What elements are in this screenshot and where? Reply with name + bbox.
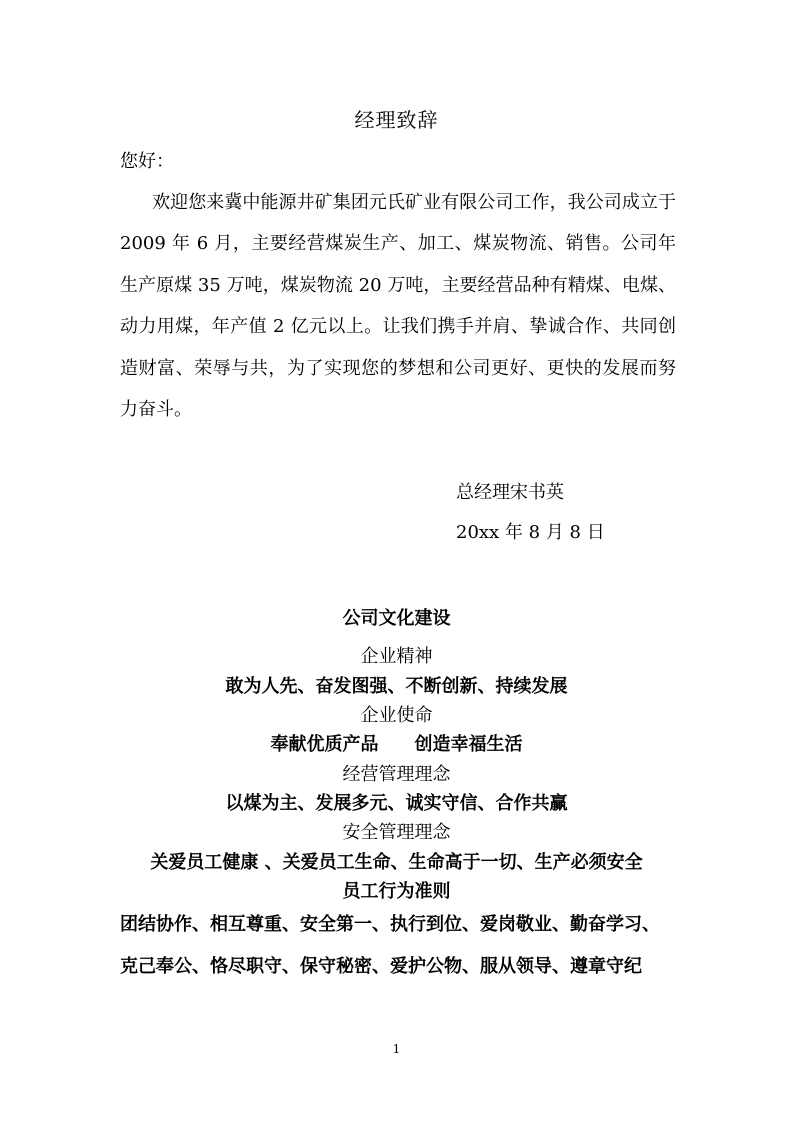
safety-text: 关爱员工健康 、关爱员工生命、生命高于一切、生产必须安全: [150, 852, 643, 873]
spirit-label: 企业精神: [360, 646, 433, 667]
letter-greeting: 您好：: [120, 151, 174, 172]
letter-body-text: 欢迎您来冀中能源井矿集团元氏矿业有限公司工作，我公司成立于 2009 年 6 月，主要经营煤炭生产、加工、煤炭物流、销售。公司年生产原煤 35 万吨，煤炭物流 20 万吨，主要经营品种有精煤、电煤、动力用煤，年产值 2 亿元以上。让我们携手并肩、挚诚合作、共同创造财富、荣辱与共，为了实现您的梦想和公司更好、更快的发展而努力奋斗。: [120, 192, 676, 421]
letter-date: 20xx 年 8 月 8 日: [456, 522, 605, 543]
safety-label: 安全管理理念: [342, 822, 451, 843]
letter-title: 经理致辞: [354, 108, 439, 132]
spirit-text: 敢为人先、奋发图强、不断创新、持续发展: [225, 676, 568, 697]
management-text: 以煤为主、发展多元、诚实守信、合作共赢: [225, 793, 568, 814]
conduct-label: 员工行为准则: [342, 881, 451, 902]
letter-body-paragraph: [120, 182, 676, 430]
page-number: 1: [392, 1042, 401, 1056]
conduct-text-line-2: 克己奉公、恪尽职守、保守秘密、爱护公物、服从领导、遵章守纪: [120, 956, 642, 977]
letter-signature: 总经理宋书英: [456, 482, 564, 503]
mission-label: 企业使命: [360, 705, 433, 726]
management-label: 经营管理理念: [342, 764, 451, 785]
culture-heading: 公司文化建设: [342, 608, 451, 629]
mission-text: 奉献优质产品 创造幸福生活: [270, 734, 523, 755]
conduct-text-line-1: 团结协作、相互尊重、安全第一、执行到位、爱岗敬业、勤奋学习、: [120, 914, 660, 935]
